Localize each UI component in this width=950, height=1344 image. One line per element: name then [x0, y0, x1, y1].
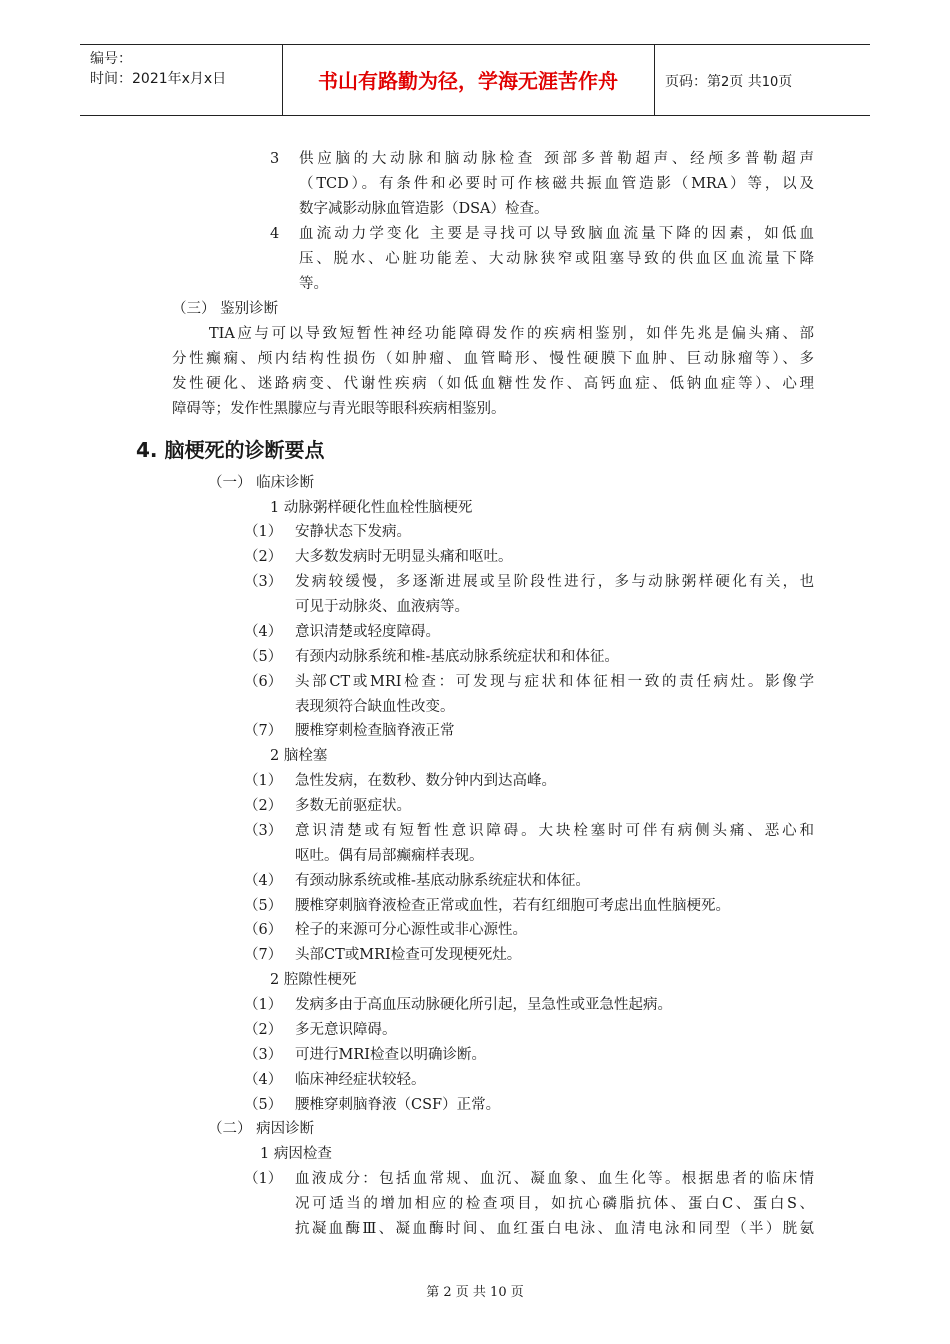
text-line: 有颈动脉系统或椎-基底动脉系统症状和体征。 — [295, 873, 590, 889]
text-line: 分性癫痫、颅内结构性损伤（如肿瘤、血管畸形、慢性硬膜下血肿、巨动脉瘤等）、多 — [172, 351, 814, 367]
page-total: 10 — [761, 75, 779, 90]
text-line: （一） 临床诊断 — [208, 475, 315, 491]
header-motto: 书山有路勤为径，学海无涯苦作舟 — [318, 69, 618, 93]
text-line: 况可适当的增加相应的检查项目，如抗心磷脂抗体、蛋白C、蛋白S、 — [295, 1196, 814, 1212]
text-line: （1） — [244, 773, 283, 789]
text-line: （5） — [244, 649, 283, 665]
text-line: 腰椎穿刺脑脊液（CSF）正常。 — [295, 1097, 501, 1113]
text-line: 3 — [270, 151, 280, 167]
text-line: 多无意识障碍。 — [295, 1022, 397, 1038]
text-line: 头部CT或MRI检查：可发现与症状和体征相一致的责任病灶。影像学 — [295, 674, 814, 690]
text-line: 头部CT或MRI检查可发现梗死灶。 — [295, 947, 522, 963]
text-line: （4） — [244, 624, 283, 640]
text-line: （3） — [244, 823, 283, 839]
text-line: 意识清楚或轻度障碍。 — [295, 624, 440, 640]
section-heading: 4. 脑梗死的诊断要点 — [136, 438, 325, 462]
text-line: （1） — [244, 1171, 283, 1187]
text-line: 表现须符合缺血性改变。 — [295, 699, 455, 715]
text-line: 发病多由于高血压动脉硬化所引起，呈急性或亚急性起病。 — [295, 997, 672, 1013]
text-line: 血流动力学变化 主要是寻找可以导致脑血流量下降的因素，如低血 — [299, 226, 814, 242]
text-line: （5） — [244, 1097, 283, 1113]
text-line: 腰椎穿刺检查脑脊液正常 — [295, 723, 455, 739]
text-line: 1 动脉粥样硬化性血栓性脑梗死 — [270, 500, 473, 516]
text-line: 抗凝血酶Ⅲ、凝血酶时间、血红蛋白电泳、血清电泳和同型（半）胱氨 — [295, 1221, 814, 1237]
text-line: 可进行MRI检查以明确诊断。 — [295, 1047, 486, 1063]
text-line: （5） — [244, 898, 283, 914]
text-line: （1） — [244, 524, 283, 540]
text-line: 有颈内动脉系统和椎-基底动脉系统症状和和体征。 — [295, 649, 619, 665]
page-header — [80, 44, 870, 116]
text-line: 呕吐。偶有局部癫痫样表现。 — [295, 848, 484, 864]
text-line: （2） — [244, 549, 283, 565]
text-line: 意识清楚或有短暂性意识障碍。大块栓塞时可伴有病侧头痛、恶心和 — [295, 823, 814, 839]
text-line: （TCD）。有条件和必要时可作核磁共振血管造影（MRA）等，以及 — [299, 176, 814, 192]
text-line: （6） — [244, 922, 283, 938]
page-footer: 第 2 页 共 10 页 — [426, 1285, 524, 1300]
text-line: 压、脱水、心脏功能差、大动脉狭窄或阻塞导致的供血区血流量下降 — [299, 251, 814, 267]
document-number: 编号： — [90, 51, 132, 67]
text-line: （二） 病因诊断 — [208, 1121, 315, 1137]
text-line: 供应脑的大动脉和脑动脉检查 颈部多普勒超声、经颅多普勒超声 — [299, 151, 814, 167]
text-line: （3） — [244, 574, 283, 590]
text-line: TIA应与可以导致短暂性神经功能障碍发作的疾病相鉴别，如伴先兆是偏头痛、部 — [209, 326, 814, 342]
text-line: 数字减影动脉血管造影（DSA）检查。 — [299, 201, 549, 217]
document-date: 时间：2021年x月x日 — [90, 71, 227, 87]
text-line: 临床神经症状较轻。 — [295, 1072, 426, 1088]
page-current: 2 — [721, 75, 730, 90]
text-line: 2 脑栓塞 — [270, 748, 328, 764]
text-line: 大多数发病时无明显头痛和呕吐。 — [295, 549, 513, 565]
text-line: （2） — [244, 798, 283, 814]
text-line: 1 病因检查 — [260, 1146, 332, 1162]
text-line: 栓子的来源可分心源性或非心源性。 — [295, 922, 527, 938]
text-line: （3） — [244, 1047, 283, 1063]
text-line: （三） 鉴别诊断 — [172, 301, 279, 317]
text-line: 障碍等；发作性黑朦应与青光眼等眼科疾病相鉴别。 — [172, 401, 506, 417]
text-line: 多数无前驱症状。 — [295, 798, 411, 814]
header-meta — [90, 49, 226, 89]
text-line: 安静状态下发病。 — [295, 524, 411, 540]
text-line: 腰椎穿刺脑脊液检查正常或血性，若有红细胞可考虑出血性脑梗死。 — [295, 898, 730, 914]
text-line: 血液成分：包括血常规、血沉、凝血象、血生化等。根据患者的临床情 — [295, 1171, 814, 1187]
text-line: 等。 — [299, 276, 328, 292]
header-page-info: 页码：第2页 共10页 — [665, 74, 793, 90]
text-line: 4 — [270, 226, 280, 242]
header-divider — [654, 45, 655, 115]
text-line: 发病较缓慢，多逐渐进展或呈阶段性进行，多与动脉粥样硬化有关，也 — [295, 574, 814, 590]
text-line: 2 腔隙性梗死 — [270, 972, 357, 988]
text-line: 急性发病，在数秒、数分钟内到达高峰。 — [295, 773, 556, 789]
text-line: （7） — [244, 947, 283, 963]
text-line: （4） — [244, 1072, 283, 1088]
text-line: （4） — [244, 873, 283, 889]
text-line: （1） — [244, 997, 283, 1013]
text-line: （6） — [244, 674, 283, 690]
text-line: （7） — [244, 723, 283, 739]
text-line: （2） — [244, 1022, 283, 1038]
text-line: 发性硬化、迷路病变、代谢性疾病（如低血糖性发作、高钙血症、低钠血症等）、心理 — [172, 376, 814, 392]
text-line: 可见于动脉炎、血液病等。 — [295, 599, 469, 615]
